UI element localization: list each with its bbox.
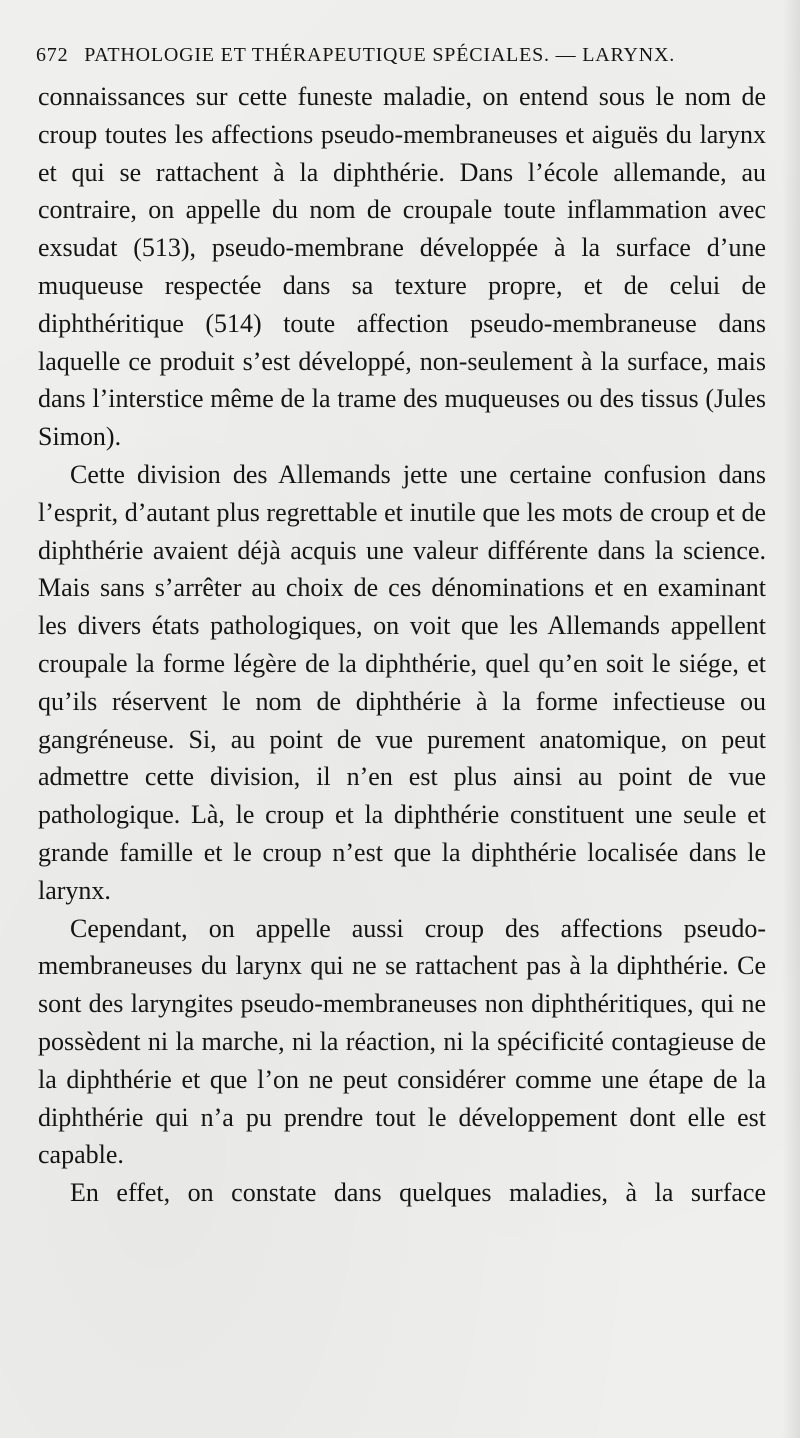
paragraph-continued: connaissances sur cette funeste maladie, on entend sous le nom de croup toutes les affections pseudo-membraneuses et aiguës du larynx et qui se rattachent à la diphthérie. Dans l’école allemande, au contraire, on appelle du nom de croupale toute inflammation avec exsudat (513), pseudo-membrane développée à la surface d’une muqueuse respectée dans sa texture propre, et de celui de diphthéritique (514) toute affection pseudo-membraneuse dans laquelle ce produit s’est développé, non-seulement à la surface, mais dans l’interstice même de la trame des muqueuses ou des tissus (Jules Simon). [38,82,766,452]
paragraph: Cette division des Allemands jette une certaine confusion dans l’esprit, d’autant plus regrettable et inutile que les mots de croup et de diphthérie avaient déjà acquis une valeur différente dans la science. Mais sans s’arrêter au choix de ces dénominations et en examinant les divers états pathologiques, on voit que les Allemands appellent croupale la forme légère de la diphthérie, quel qu’en soit le siége, et qu’ils réservent le nom de diphthérie à la forme infectieuse ou gangréneuse. Si, au point de vue purement anatomique, on peut admettre cette division, il n’en est plus ainsi au point de vue pathologique. Là, le croup et la diphthérie constituent une seule et grande famille et le croup n’est que la diphthérie localisée dans le larynx. [38,459,766,905]
paragraph-continues-next-page: En effet, on constate dans quelques maladies, à la surface [70,1178,766,1208]
paragraph: Cependant, on appelle aussi croup des affections pseudo-membraneuses du larynx qui ne se rattachent pas à la diphthérie. Ce sont des laryngites pseudo-membraneuses non diphthéritiques, qui ne possèdent ni la marche, ni la réaction, ni la spécificité contagieuse de la diphthérie et que l’on ne peut considérer comme une étape de la diphthérie qui n’a pu prendre tout le développement dont elle est capable. [38,913,766,1170]
running-title: PATHOLOGIE ET THÉRAPEUTIQUE SPÉCIALES. — LARYNX. [84,44,676,66]
running-header [36,44,766,74]
page-number: 672 [36,44,69,66]
page-edge-shadow [782,0,800,1438]
body-text [38,78,766,1212]
